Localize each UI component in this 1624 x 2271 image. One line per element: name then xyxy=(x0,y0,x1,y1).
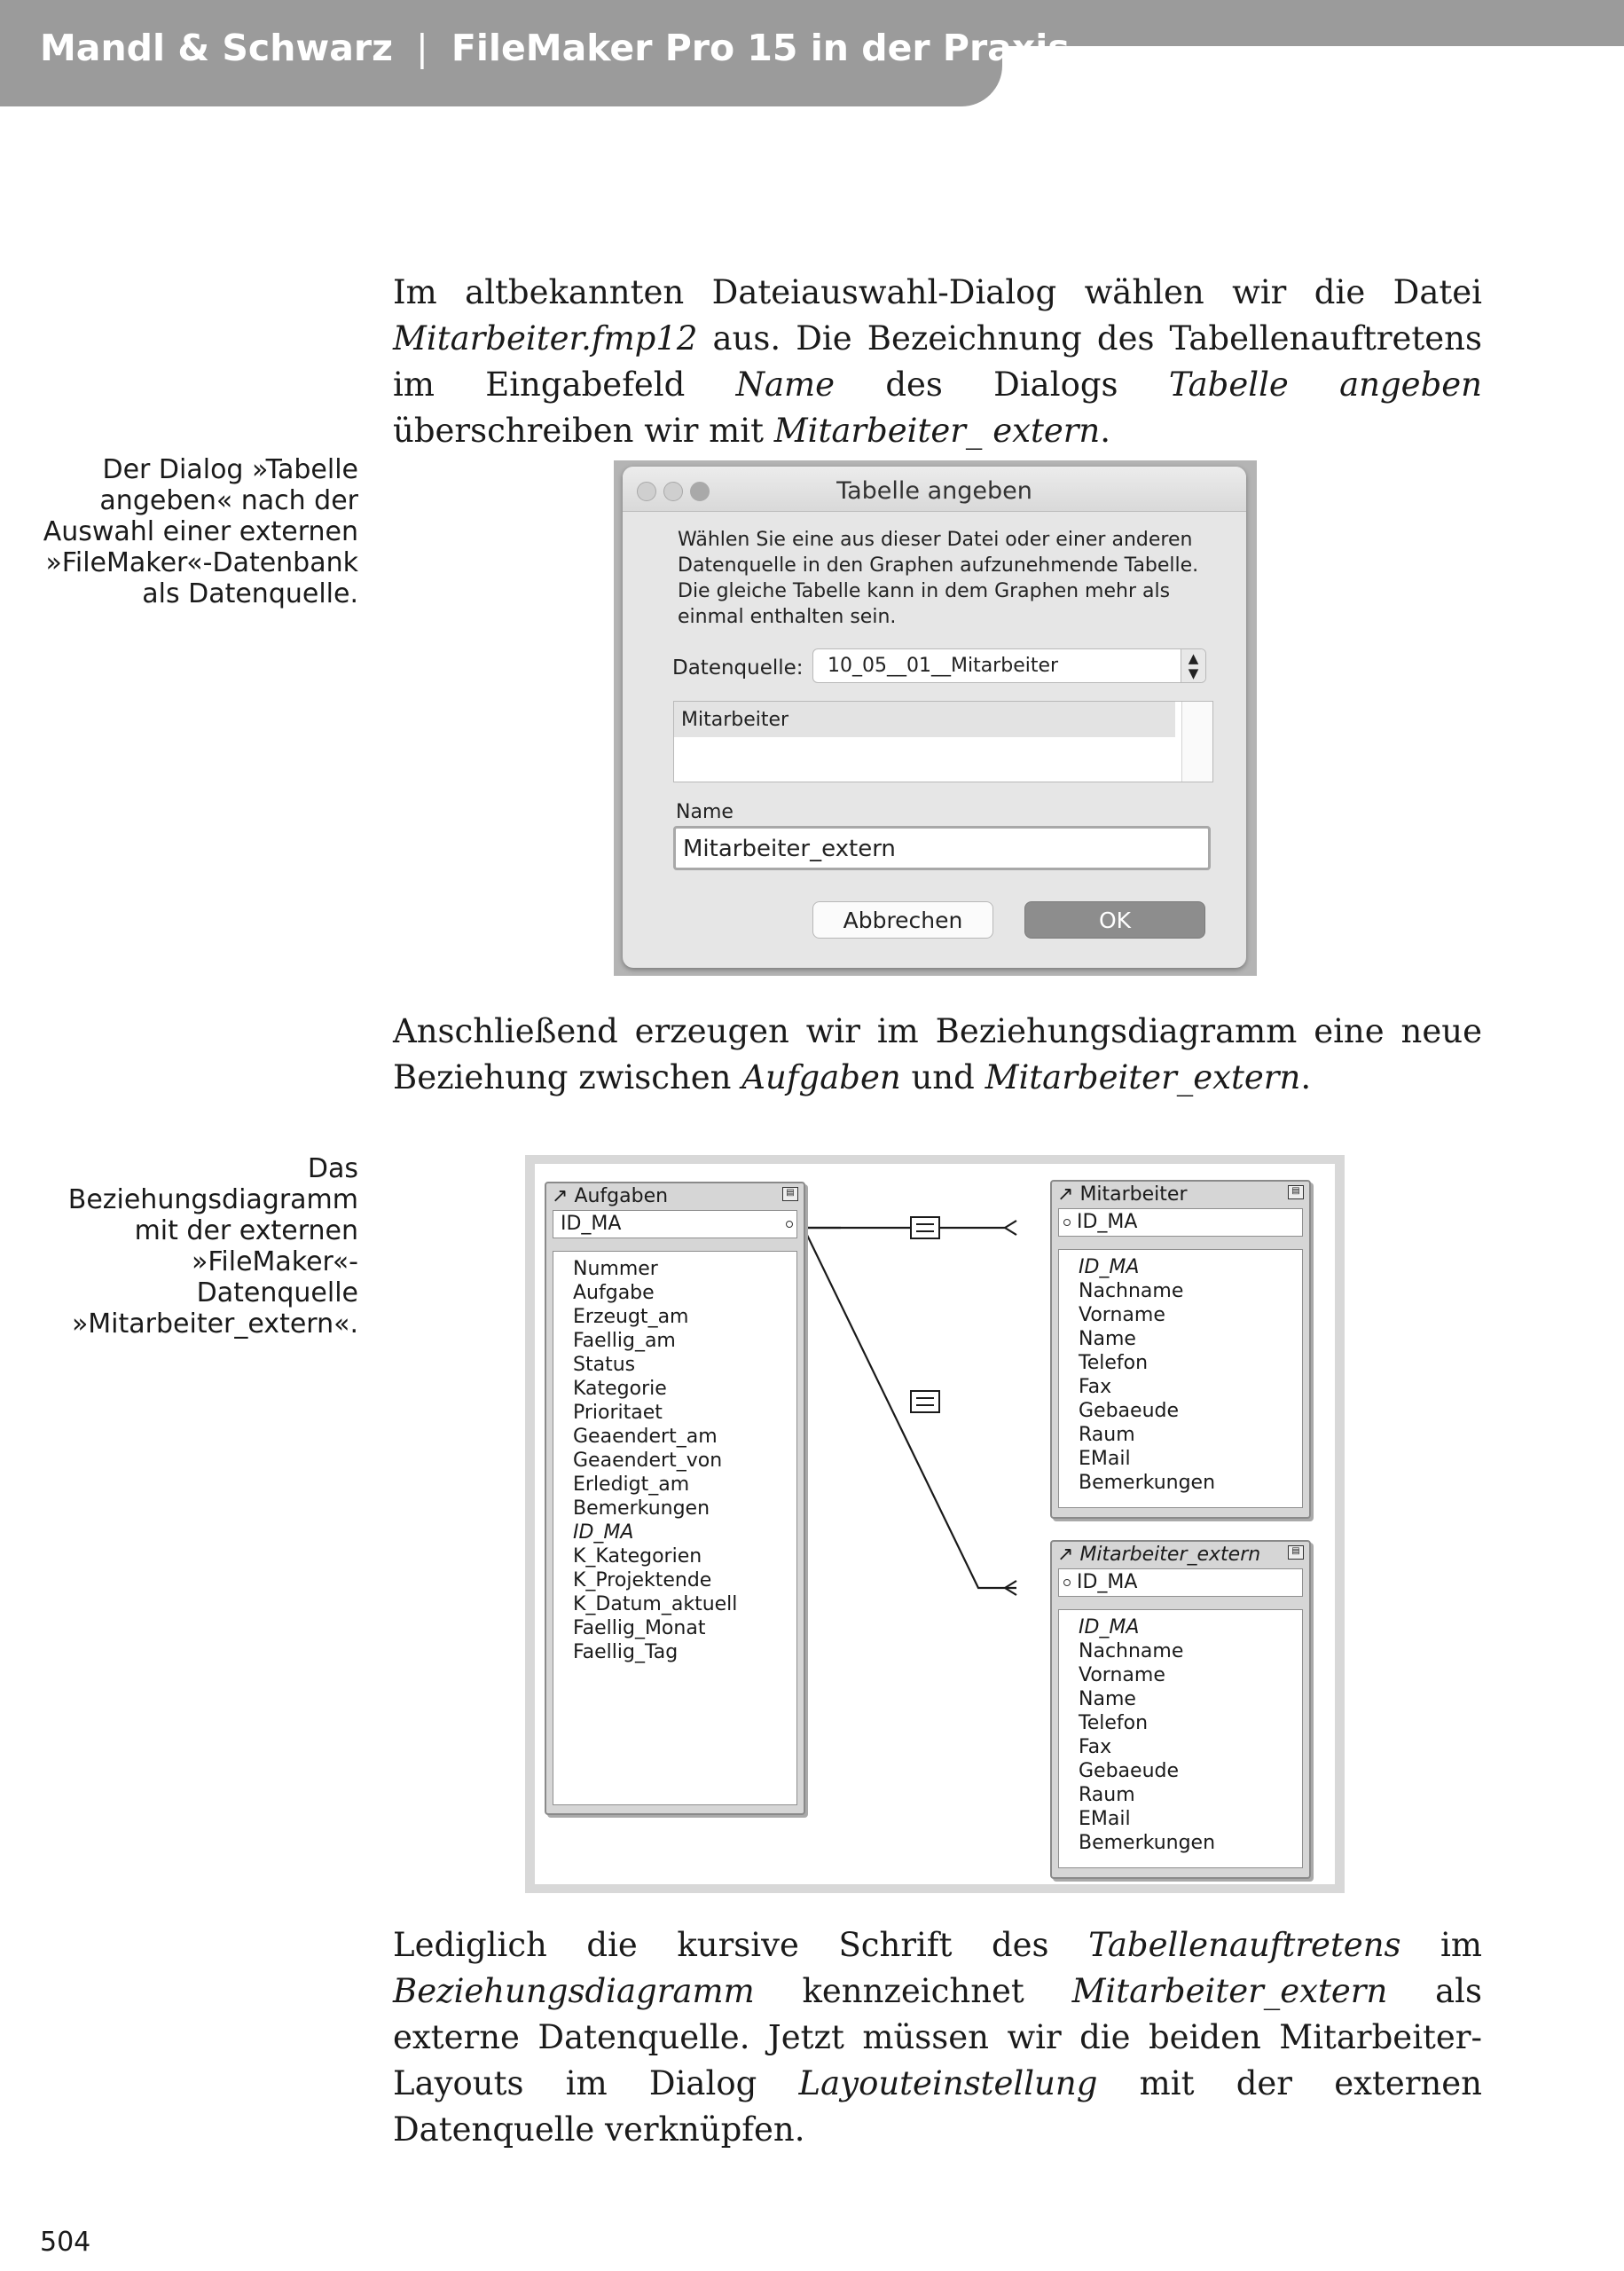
table-title: ↗ Mitarbeiter xyxy=(1057,1183,1188,1206)
table-item-label: Mitarbeiter xyxy=(681,709,789,731)
text: des Dialogs xyxy=(835,365,1169,404)
name-label: Name xyxy=(676,801,734,823)
collapse-icon[interactable]: ▤ xyxy=(1288,1545,1304,1560)
table-occurrence-mitarbeiter-extern[interactable] xyxy=(1050,1540,1311,1879)
key-field[interactable]: ID_MA xyxy=(1058,1568,1303,1597)
ok-button[interactable]: OK xyxy=(1024,901,1205,939)
collapse-icon[interactable]: ▤ xyxy=(782,1187,798,1201)
field-item[interactable]: Vorname xyxy=(1079,1304,1165,1326)
table-occurrence-mitarbeiter[interactable] xyxy=(1050,1180,1311,1519)
field-item[interactable]: Erledigt_am xyxy=(573,1473,690,1496)
field-item[interactable]: K_Kategorien xyxy=(573,1545,702,1568)
field-item[interactable]: Gebaeude xyxy=(1079,1760,1180,1782)
field-item[interactable]: K_Datum_aktuell xyxy=(573,1593,738,1615)
header-separator: | xyxy=(416,27,428,69)
paragraph-3 xyxy=(393,1922,1482,2153)
key-dot-icon xyxy=(1063,1579,1071,1586)
list-scrollbar[interactable] xyxy=(1181,702,1212,782)
term-mitarbeiter-extern: Mitarbeiter_extern xyxy=(1071,1972,1388,2010)
dialog-description: Wählen Sie eine aus dieser Datei oder einer anderen Datenquelle in den Graphen aufzunehmende Tabelle. Die gleiche Tabelle kann in dem Graphen mehr als einmal enthalten sein. xyxy=(678,529,1199,628)
text: überschreiben wir mit xyxy=(393,412,774,450)
key-dot-icon xyxy=(1063,1219,1071,1226)
field-item[interactable]: Bemerkungen xyxy=(573,1497,710,1520)
tabelle-angeben-dialog xyxy=(623,467,1246,968)
paragraph-1 xyxy=(393,270,1482,454)
term-tabellenauftretens: Tabellenauftretens xyxy=(1088,1926,1401,1964)
text: . xyxy=(1100,412,1111,450)
text: Im altbekannten Dateiauswahl-Dialog wählen wir die Datei xyxy=(393,273,1482,311)
field-item[interactable]: K_Projektende xyxy=(573,1569,712,1591)
table-title-text: Mitarbeiter xyxy=(1079,1183,1188,1206)
file-name: Mitarbeiter.fmp12 xyxy=(393,319,698,358)
page-number: 504 xyxy=(40,2227,91,2258)
term-layouteinstellung: Layouteinstellung xyxy=(798,2064,1098,2102)
table-occurrence-aufgaben[interactable] xyxy=(545,1182,805,1815)
text: mit der externen Datenquelle verknüpfen. xyxy=(393,2064,1482,2149)
field-item[interactable]: Nummer xyxy=(573,1258,658,1280)
field-list[interactable] xyxy=(1058,1249,1303,1508)
text: und xyxy=(900,1058,985,1096)
new-name: Mitarbeiter_ extern xyxy=(773,412,1101,450)
field-item[interactable]: Kategorie xyxy=(573,1378,667,1400)
margin-caption-2: Das Beziehungsdiagramm mit der externen »FileMaker«-Datenquelle »Mitarbeiter_extern«. xyxy=(67,1153,358,1340)
relationship-diagram-screenshot xyxy=(525,1155,1345,1893)
field-item[interactable]: Raum xyxy=(1079,1784,1135,1806)
equals-operator-icon[interactable] xyxy=(911,1391,939,1412)
header-strip xyxy=(1002,0,1624,46)
table-title-text: Mitarbeiter_extern xyxy=(1079,1544,1261,1566)
field-item[interactable]: Vorname xyxy=(1079,1664,1165,1686)
margin-caption-1: Der Dialog »Tabelle angeben« nach der Auswahl einer externen »FileMaker«-Datenbank als Datenquelle. xyxy=(43,454,358,609)
field-item[interactable]: Nachname xyxy=(1079,1640,1184,1662)
dialog-name: Tabelle angeben xyxy=(1168,365,1482,404)
field-item[interactable]: Fax xyxy=(1079,1736,1112,1758)
table-title: ↗ Mitarbeiter_extern xyxy=(1057,1544,1261,1566)
field-item[interactable]: ID_MA xyxy=(1079,1616,1140,1638)
field-item[interactable]: Telefon xyxy=(1079,1712,1149,1734)
field-item[interactable]: Geaendert_von xyxy=(573,1450,723,1472)
field-item[interactable]: Faellig_Tag xyxy=(573,1641,679,1663)
running-header-text xyxy=(40,27,1070,69)
equals-operator-icon[interactable] xyxy=(911,1217,939,1238)
field-item[interactable]: Faellig_am xyxy=(573,1330,676,1352)
field-item[interactable]: Raum xyxy=(1079,1424,1135,1446)
field-item[interactable]: Bemerkungen xyxy=(1079,1832,1216,1854)
table-aufgaben: Aufgaben xyxy=(741,1058,901,1096)
field-item[interactable]: Geaendert_am xyxy=(573,1426,718,1448)
dialog-titlebar xyxy=(623,467,1246,512)
key-dot-icon xyxy=(786,1221,793,1228)
field-item[interactable]: Erzeugt_am xyxy=(573,1306,689,1328)
key-field[interactable]: ID_MA xyxy=(1058,1208,1303,1237)
header-book-title: FileMaker Pro 15 in der Praxis xyxy=(451,27,1070,69)
header-authors: Mandl & Schwarz xyxy=(40,27,394,69)
table-title-text: Aufgaben xyxy=(574,1185,669,1207)
dialog-screenshot xyxy=(614,460,1257,976)
cancel-button[interactable]: Abbrechen xyxy=(812,901,993,939)
name-input[interactable]: Mitarbeiter_extern xyxy=(673,826,1211,870)
field-item[interactable]: ID_MA xyxy=(573,1521,634,1544)
table-mitarbeiter-extern: Mitarbeiter_extern xyxy=(985,1058,1301,1096)
field-item[interactable]: Nachname xyxy=(1079,1280,1184,1302)
field-item[interactable]: Gebaeude xyxy=(1079,1400,1180,1422)
field-item[interactable]: Fax xyxy=(1079,1376,1112,1398)
list-item[interactable] xyxy=(674,702,1175,737)
field-item[interactable]: EMail xyxy=(1079,1808,1131,1830)
table-list[interactable] xyxy=(673,701,1213,782)
field-item[interactable]: Bemerkungen xyxy=(1079,1472,1216,1494)
field-list[interactable] xyxy=(1058,1609,1303,1868)
text: . xyxy=(1300,1058,1312,1096)
field-item[interactable]: Name xyxy=(1079,1328,1136,1350)
relationship-diagram xyxy=(535,1164,1335,1884)
field-item[interactable]: Faellig_Monat xyxy=(573,1617,706,1639)
key-field[interactable]: ID_MA xyxy=(553,1210,797,1238)
collapse-icon[interactable]: ▤ xyxy=(1288,1185,1304,1199)
text: Lediglich die kursive Schrift des xyxy=(393,1926,1089,1964)
field-item[interactable]: ID_MA xyxy=(1079,1256,1140,1278)
dialog-title: Tabelle angeben xyxy=(836,477,1032,505)
text: Anschließend erzeugen wir im Beziehungsdiagramm eine neue Beziehung zwischen xyxy=(393,1012,1482,1096)
text: als externe Datenquelle. Jetzt müssen wir die beiden Mitarbeiter-Layouts im Dialog xyxy=(393,1972,1482,2102)
field-item[interactable]: Status xyxy=(573,1354,636,1376)
field-list[interactable] xyxy=(553,1251,797,1805)
table-title: ↗ Aufgaben xyxy=(552,1185,669,1207)
paragraph-2 xyxy=(393,1009,1482,1101)
datasource-label: Datenquelle: xyxy=(672,656,804,680)
field-name: Name xyxy=(735,365,836,404)
field-item[interactable]: EMail xyxy=(1079,1448,1131,1470)
field-item[interactable]: Name xyxy=(1079,1688,1136,1710)
text: kennzeichnet xyxy=(754,1972,1072,2010)
text: aus. Die Bezeichnung des Tabellenauftretens im Eingabefeld xyxy=(393,319,1482,404)
datasource-select[interactable] xyxy=(812,648,1206,683)
text: im xyxy=(1400,1926,1482,1964)
field-item[interactable]: Telefon xyxy=(1079,1352,1149,1374)
datasource-value: 10_05__01__Mitarbeiter xyxy=(828,655,1059,677)
field-item[interactable]: Prioritaet xyxy=(573,1402,663,1424)
field-item[interactable]: Aufgabe xyxy=(573,1282,655,1304)
term-beziehungsdiagramm: Beziehungsdiagramm xyxy=(393,1972,755,2010)
chevron-up-down-icon: ▲ ▼ xyxy=(1181,649,1205,682)
